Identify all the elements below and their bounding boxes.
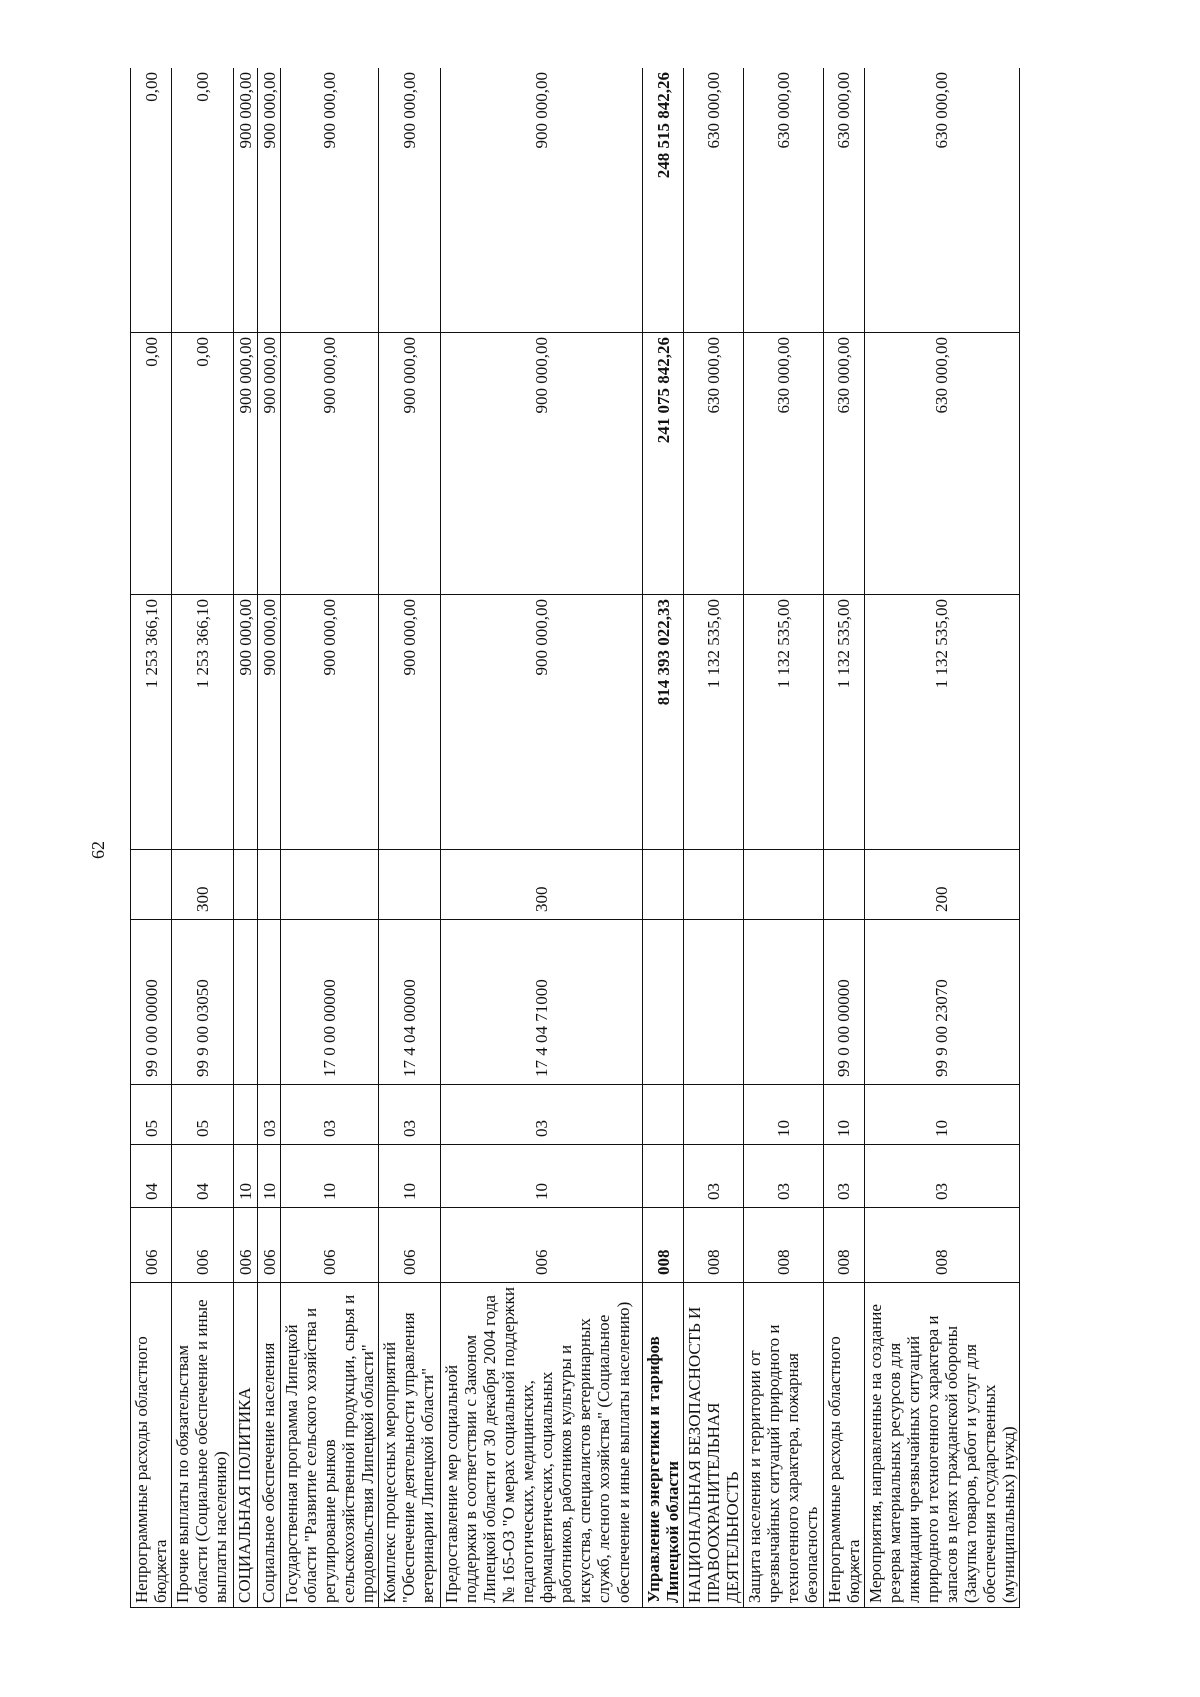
amount-year1-cell: 1 132 535,00 bbox=[744, 595, 823, 850]
amount-year1-cell: 900 000,00 bbox=[441, 595, 643, 850]
amount-year1-cell: 1 132 535,00 bbox=[864, 595, 1019, 850]
expense-type-cell bbox=[643, 850, 684, 920]
amount-year3-cell: 900 000,00 bbox=[234, 68, 258, 333]
amount-year2-cell: 900 000,00 bbox=[258, 333, 281, 595]
amount-year1-cell: 1 132 535,00 bbox=[823, 595, 864, 850]
amount-year2-cell: 630 000,00 bbox=[684, 333, 744, 595]
expense-type-cell bbox=[234, 850, 258, 920]
amount-year1-cell: 900 000,00 bbox=[258, 595, 281, 850]
section-code-cell: 10 bbox=[281, 1145, 379, 1208]
row-name-cell: Государственная программа Липецкой области "Развитие сельского хозяйства и регулирование рынков сельскохозяйственной продукции, сырья и продовольствия Липецкой области" bbox=[281, 1283, 379, 1608]
admin-code-cell: 008 bbox=[643, 1208, 684, 1283]
amount-year3-cell: 900 000,00 bbox=[379, 68, 441, 333]
amount-year3-cell: 0,00 bbox=[131, 68, 172, 333]
amount-year1-cell: 900 000,00 bbox=[379, 595, 441, 850]
subsection-code-cell bbox=[643, 1085, 684, 1145]
amount-year3-cell: 630 000,00 bbox=[684, 68, 744, 333]
subsection-code-cell: 05 bbox=[172, 1085, 234, 1145]
expense-type-cell: 300 bbox=[172, 850, 234, 920]
table-row bbox=[744, 68, 823, 1608]
section-code-cell: 03 bbox=[684, 1145, 744, 1208]
row-name-cell: Защита населения и территории от чрезвычайных ситуаций природного и техногенного характера, пожарная безопасность bbox=[744, 1283, 823, 1608]
admin-code-cell: 006 bbox=[131, 1208, 172, 1283]
budget-table bbox=[130, 68, 1020, 1608]
subsection-code-cell: 10 bbox=[864, 1085, 1019, 1145]
section-code-cell: 03 bbox=[864, 1145, 1019, 1208]
row-name-cell: Мероприятия, направленные на создание резерва материальных ресурсов для ликвидации чрезвычайных ситуаций природного и техногенного характера и запасов в целях гражданской обороны (Закупка товаров, работ и услуг для обеспечения государственных (муниципальных) нужд) bbox=[864, 1283, 1019, 1608]
target-article-cell: 99 0 00 00000 bbox=[131, 920, 172, 1085]
subsection-code-cell: 10 bbox=[744, 1085, 823, 1145]
target-article-cell: 17 4 04 71000 bbox=[441, 920, 643, 1085]
amount-year1-cell: 1 253 366,10 bbox=[131, 595, 172, 850]
expense-type-cell: 200 bbox=[864, 850, 1019, 920]
subsection-code-cell bbox=[234, 1085, 258, 1145]
admin-code-cell: 006 bbox=[379, 1208, 441, 1283]
target-article-cell bbox=[234, 920, 258, 1085]
admin-code-cell: 006 bbox=[258, 1208, 281, 1283]
amount-year1-cell: 1 132 535,00 bbox=[684, 595, 744, 850]
amount-year3-cell: 248 515 842,26 bbox=[643, 68, 684, 333]
subsection-code-cell bbox=[684, 1085, 744, 1145]
table-row bbox=[379, 68, 441, 1608]
table-row bbox=[823, 68, 864, 1608]
expense-type-cell: 300 bbox=[441, 850, 643, 920]
amount-year2-cell: 630 000,00 bbox=[823, 333, 864, 595]
expense-type-cell bbox=[744, 850, 823, 920]
amount-year3-cell: 0,00 bbox=[172, 68, 234, 333]
amount-year2-cell: 241 075 842,26 bbox=[643, 333, 684, 595]
table-row bbox=[258, 68, 281, 1608]
row-name-cell: Предоставление мер социальной поддержки в соответствии с Законом Липецкой области от 30 декабря 2004 года № 165-ОЗ "О мерах социальной поддержки педагогических, медицинских, фармацевтических, социальных работников, работников культуры и искусства, специалистов ветеринарных служб, лесного хозяйства" (Социальное обеспечение и иные выплаты населению) bbox=[441, 1283, 643, 1608]
section-code-cell: 10 bbox=[258, 1145, 281, 1208]
amount-year3-cell: 900 000,00 bbox=[258, 68, 281, 333]
amount-year2-cell: 900 000,00 bbox=[281, 333, 379, 595]
table-row bbox=[684, 68, 744, 1608]
target-article-cell: 99 0 00 00000 bbox=[823, 920, 864, 1085]
target-article-cell bbox=[643, 920, 684, 1085]
section-code-cell: 03 bbox=[823, 1145, 864, 1208]
expense-type-cell bbox=[823, 850, 864, 920]
admin-code-cell: 008 bbox=[744, 1208, 823, 1283]
row-name-cell: СОЦИАЛЬНАЯ ПОЛИТИКА bbox=[234, 1283, 258, 1608]
section-code-cell bbox=[643, 1145, 684, 1208]
amount-year3-cell: 630 000,00 bbox=[744, 68, 823, 333]
expense-type-cell bbox=[379, 850, 441, 920]
amount-year2-cell: 900 000,00 bbox=[379, 333, 441, 595]
amount-year3-cell: 900 000,00 bbox=[281, 68, 379, 333]
section-code-cell: 03 bbox=[744, 1145, 823, 1208]
section-code-cell: 04 bbox=[131, 1145, 172, 1208]
subsection-code-cell: 03 bbox=[379, 1085, 441, 1145]
target-article-cell: 99 9 00 03050 bbox=[172, 920, 234, 1085]
row-name-cell: Управление энергетики и тарифов Липецкой области bbox=[643, 1283, 684, 1608]
section-code-cell: 10 bbox=[379, 1145, 441, 1208]
expense-type-cell bbox=[684, 850, 744, 920]
admin-code-cell: 008 bbox=[864, 1208, 1019, 1283]
table-row bbox=[643, 68, 684, 1608]
target-article-cell bbox=[744, 920, 823, 1085]
admin-code-cell: 006 bbox=[172, 1208, 234, 1283]
table-container bbox=[130, 68, 1130, 1608]
target-article-cell bbox=[684, 920, 744, 1085]
page-number: 62 bbox=[88, 841, 108, 859]
target-article-cell: 99 9 00 23070 bbox=[864, 920, 1019, 1085]
admin-code-cell: 006 bbox=[281, 1208, 379, 1283]
row-name-cell: Социальное обеспечение населения bbox=[258, 1283, 281, 1608]
row-name-cell: Непрограммные расходы областного бюджета bbox=[823, 1283, 864, 1608]
section-code-cell: 10 bbox=[234, 1145, 258, 1208]
table-row bbox=[131, 68, 172, 1608]
target-article-cell: 17 4 04 00000 bbox=[379, 920, 441, 1085]
row-name-cell: Непрограммные расходы областного бюджета bbox=[131, 1283, 172, 1608]
section-code-cell: 04 bbox=[172, 1145, 234, 1208]
amount-year2-cell: 900 000,00 bbox=[234, 333, 258, 595]
table-row bbox=[441, 68, 643, 1608]
subsection-code-cell: 03 bbox=[281, 1085, 379, 1145]
expense-type-cell bbox=[258, 850, 281, 920]
admin-code-cell: 006 bbox=[234, 1208, 258, 1283]
amount-year1-cell: 900 000,00 bbox=[234, 595, 258, 850]
amount-year1-cell: 1 253 366,10 bbox=[172, 595, 234, 850]
table-row bbox=[281, 68, 379, 1608]
subsection-code-cell: 03 bbox=[441, 1085, 643, 1145]
expense-type-cell bbox=[131, 850, 172, 920]
amount-year2-cell: 900 000,00 bbox=[441, 333, 643, 595]
amount-year3-cell: 900 000,00 bbox=[441, 68, 643, 333]
target-article-cell: 17 0 00 00000 bbox=[281, 920, 379, 1085]
amount-year1-cell: 814 393 022,33 bbox=[643, 595, 684, 850]
amount-year2-cell: 630 000,00 bbox=[744, 333, 823, 595]
expense-type-cell bbox=[281, 850, 379, 920]
amount-year3-cell: 630 000,00 bbox=[864, 68, 1019, 333]
subsection-code-cell: 05 bbox=[131, 1085, 172, 1145]
amount-year3-cell: 630 000,00 bbox=[823, 68, 864, 333]
target-article-cell bbox=[258, 920, 281, 1085]
amount-year2-cell: 0,00 bbox=[172, 333, 234, 595]
amount-year2-cell: 630 000,00 bbox=[864, 333, 1019, 595]
subsection-code-cell: 03 bbox=[258, 1085, 281, 1145]
admin-code-cell: 006 bbox=[441, 1208, 643, 1283]
amount-year2-cell: 0,00 bbox=[131, 333, 172, 595]
row-name-cell: Комплекс процессных мероприятий "Обеспечение деятельности управления ветеринарии Липецкой области" bbox=[379, 1283, 441, 1608]
table-row bbox=[172, 68, 234, 1608]
admin-code-cell: 008 bbox=[684, 1208, 744, 1283]
table-row bbox=[234, 68, 258, 1608]
row-name-cell: НАЦИОНАЛЬНАЯ БЕЗОПАСНОСТЬ И ПРАВООХРАНИТЕЛЬНАЯ ДЕЯТЕЛЬНОСТЬ bbox=[684, 1283, 744, 1608]
amount-year1-cell: 900 000,00 bbox=[281, 595, 379, 850]
admin-code-cell: 008 bbox=[823, 1208, 864, 1283]
section-code-cell: 10 bbox=[441, 1145, 643, 1208]
table-row bbox=[864, 68, 1019, 1608]
subsection-code-cell: 10 bbox=[823, 1085, 864, 1145]
row-name-cell: Прочие выплаты по обязательствам области (Социальное обеспечение и иные выплаты населению) bbox=[172, 1283, 234, 1608]
